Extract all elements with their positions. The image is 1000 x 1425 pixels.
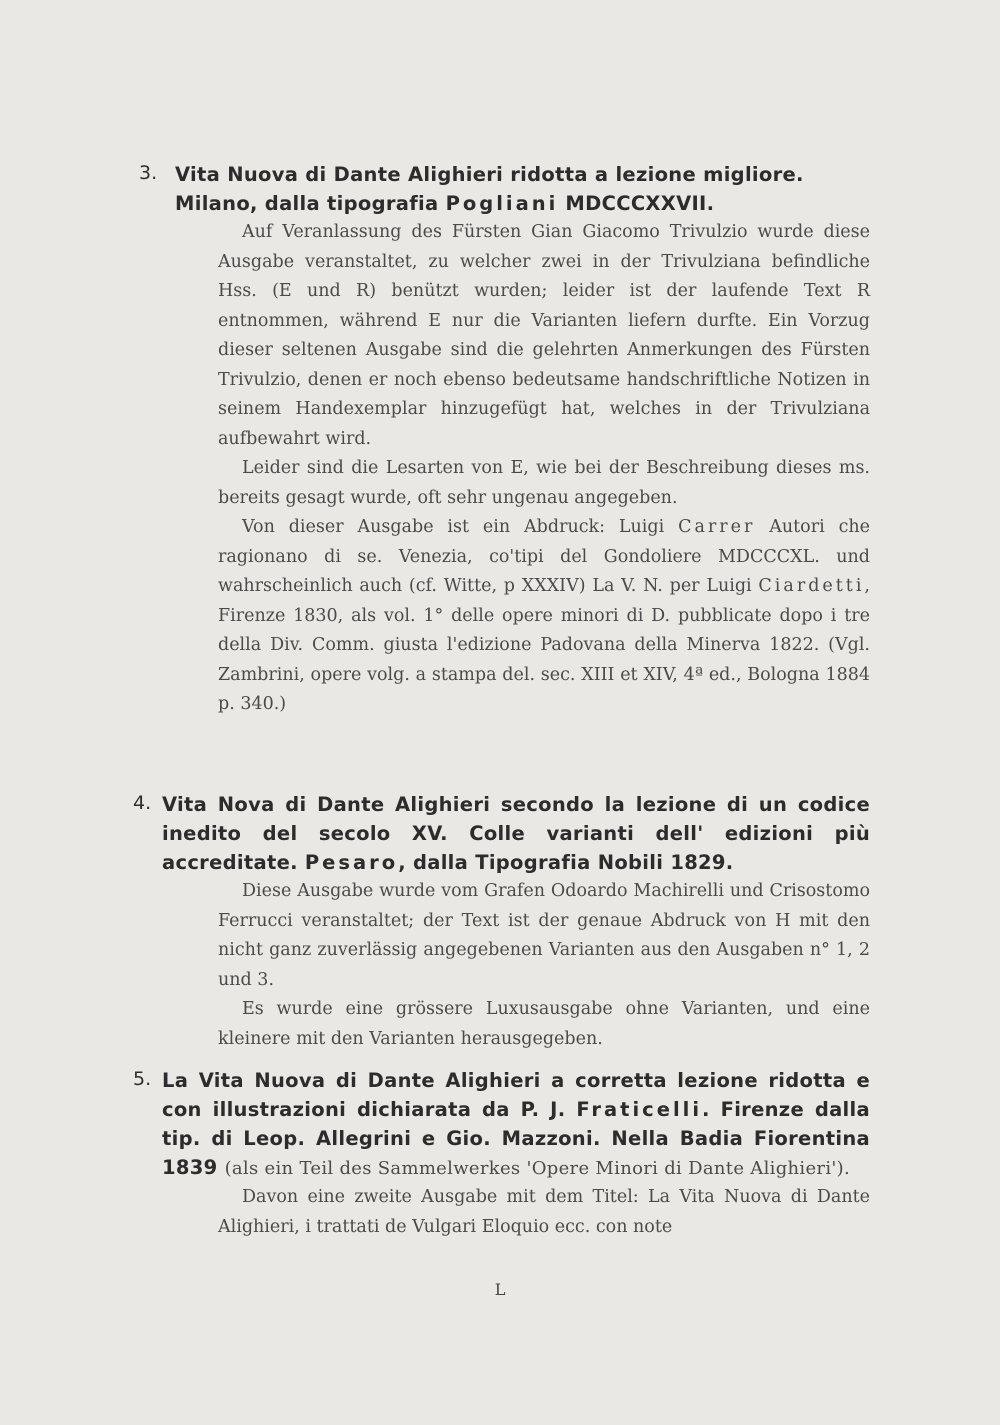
paragraph-text: Autori che ragionano di se. Venezia, co'tipi del Gondoliere MDCCCXL. und wahrscheinlich auch (cf. Witte, p XXXIV) La V. N. per Luigi bbox=[218, 517, 870, 596]
entry-number: 5. bbox=[133, 1068, 152, 1090]
entry-paragraph: Leider sind die Lesarten von E, wie bei der Beschreibung dieses ms. bereits gesagt wurde, oft sehr ungenau angegeben. bbox=[218, 458, 870, 508]
heading-text: . Firenze dalla tip. di Leop. Allegrini e Gio. Mazzoni. Nella Badia Fiorentina 1839 bbox=[162, 1098, 870, 1179]
heading-line: Vita Nuova di Dante Alighieri ridotta a lezione migliore. bbox=[175, 163, 804, 186]
heading-note: (als ein Teil des Sammelwerkes 'Opere Minori di Dante Alighieri'). bbox=[224, 1158, 850, 1179]
entry-paragraph: Diese Ausgabe wurde vom Grafen Odoardo Machirelli und Crisostomo Ferrucci veranstaltet; der Text ist der genaue Abdruck von H mit den nicht ganz zuverlässig angegebenen Varianten aus den Ausgaben n° 1, 2 und 3. bbox=[218, 881, 870, 990]
entry-paragraph: Es wurde eine grössere Luxusausgabe ohne Varianten, und eine kleinere mit den Varianten herausgegeben. bbox=[218, 999, 870, 1049]
page-signature-mark: L bbox=[494, 1280, 506, 1299]
entry-heading bbox=[162, 790, 870, 877]
bibliography-entry-3 bbox=[125, 160, 870, 720]
heading-text: La Vita Nuova di Dante Alighieri a corretta lezione ridotta e con illustrazioni dichiarata da P. J. bbox=[162, 1069, 870, 1121]
heading-text: , dalla Tipografia Nobili 1829. bbox=[398, 851, 734, 874]
heading-text: Milano, dalla tipografia bbox=[175, 192, 446, 215]
bibliography-entry-5 bbox=[125, 1066, 870, 1242]
heading-text: Vita Nova di Dante Alighieri secondo la lezione di un codice inedito del secolo XV. Colle varianti dell' edizioni più accreditate. bbox=[162, 793, 870, 874]
heading-place-name: Pesaro bbox=[304, 851, 399, 874]
author-name: Carrer bbox=[678, 517, 756, 537]
entry-paragraph bbox=[218, 513, 870, 720]
heading-text: MDCCCXXVII. bbox=[558, 192, 715, 215]
heading-author-name: Fraticelli bbox=[576, 1098, 703, 1121]
paragraph-text: Von dieser Ausgabe ist ein Abdruck: Luigi bbox=[242, 517, 679, 537]
entry-heading bbox=[162, 1066, 870, 1183]
author-name: Ciardetti bbox=[758, 576, 865, 596]
entry-body bbox=[218, 877, 870, 1054]
entry-paragraph: Davon eine zweite Ausgabe mit dem Titel: La Vita Nuova di Dante Alighieri, i trattati de Vulgari Eloquio ecc. con note bbox=[218, 1187, 870, 1237]
entry-paragraph: Auf Veranlassung des Fürsten Gian Giacomo Trivulzio wurde diese Ausgabe veranstaltet, zu welcher zwei in der Trivulziana befindliche Hss. (E und R) benützt wurden; leider ist der laufende Text R entnommen, während E nur die Varianten liefern durfte. Ein Vorzug dieser seltenen Ausgabe sind die gelehrten Anmerkungen des Fürsten Trivulzio, denen er noch ebenso bedeutsame handschriftliche Notizen in seinem Handexemplar hinzugefügt hat, welches in der Trivulziana aufbewahrt wird. bbox=[218, 222, 870, 449]
heading-printer-name: Pogliani bbox=[445, 192, 559, 215]
bibliography-entry-4 bbox=[125, 790, 870, 1054]
entry-heading bbox=[175, 160, 870, 218]
entry-body bbox=[218, 1183, 870, 1242]
heading-line bbox=[175, 189, 870, 218]
entry-body bbox=[218, 218, 870, 720]
entry-number: 4. bbox=[133, 792, 152, 814]
paragraph-text: , Firenze 1830, als vol. 1° delle opere minori di D. pubblicate dopo i tre della Div. Comm. giusta l'edizione Padovana della Minerva 1822. (Vgl. Zambrini, opere volg. a stampa del. sec. XIII et XIV, 4ª ed., Bologna 1884 p. 340.) bbox=[218, 576, 870, 714]
entry-number: 3. bbox=[139, 162, 158, 184]
